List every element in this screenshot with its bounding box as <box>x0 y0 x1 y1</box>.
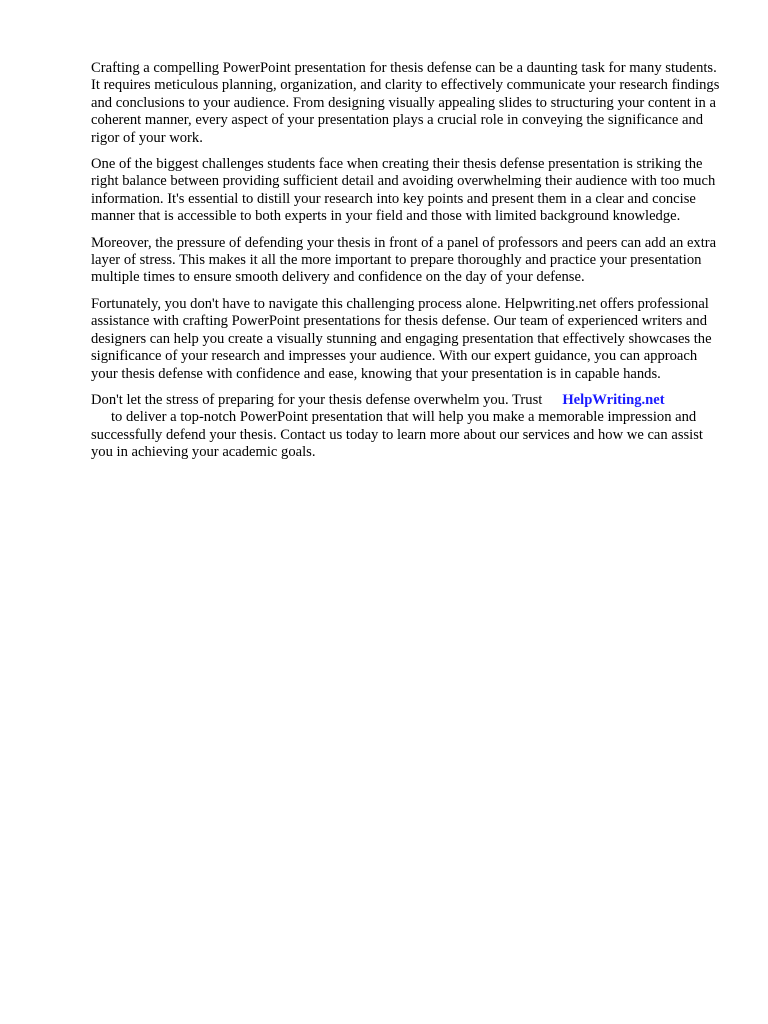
cta-text-after-link: to deliver a top-notch PowerPoint presentation that will help you make a memorable impression and successfully defend your thesis. Contact us today to learn more about our services and how we can assist you in achieving your academic goals. <box>91 409 703 461</box>
paragraph-assistance: Fortunately, you don't have to navigate this challenging process alone. Helpwriting.net offers professional assistance with crafting PowerPoint presentations for thesis defense. Our team of experienced writers and designers can help you create a visually stunning and engaging presentation that effectively showcases the significance of your research and impresses your audience. With our expert guidance, you can approach your thesis defense with confidence and ease, knowing that your presentation is in capable hands. <box>91 295 712 382</box>
helpwriting-link[interactable]: HelpWriting.net <box>562 391 665 408</box>
paragraph-challenges: One of the biggest challenges students face when creating their thesis defense presentation is striking the right balance between providing sufficient detail and avoiding overwhelming their audience with too much information. It's essential to distill your research into key points and present them in a clear and concise manner that is accessible to both experts in your field and those with limited background knowledge. <box>91 156 716 225</box>
document-body <box>91 60 723 471</box>
paragraph-pressure: Moreover, the pressure of defending your thesis in front of a panel of professors and peers can add an extra layer of stress. This makes it all the more important to prepare thoroughly and practice your presentation multiple times to ensure smooth delivery and confidence on the day of your defense. <box>91 234 717 286</box>
paragraph-call-to-action <box>91 392 723 462</box>
paragraph-intro: Crafting a compelling PowerPoint presentation for thesis defense can be a daunting task for many students. It requires meticulous planning, organization, and clarity to effectively communicate your research findings and conclusions to your audience. From designing visually appealing slides to structuring your content in a coherent manner, every aspect of your presentation plays a crucial role in conveying the significance and rigor of your work. <box>91 60 720 146</box>
cta-text-before-link: Don't let the stress of preparing for your thesis defense overwhelm you. Trust <box>91 391 543 408</box>
